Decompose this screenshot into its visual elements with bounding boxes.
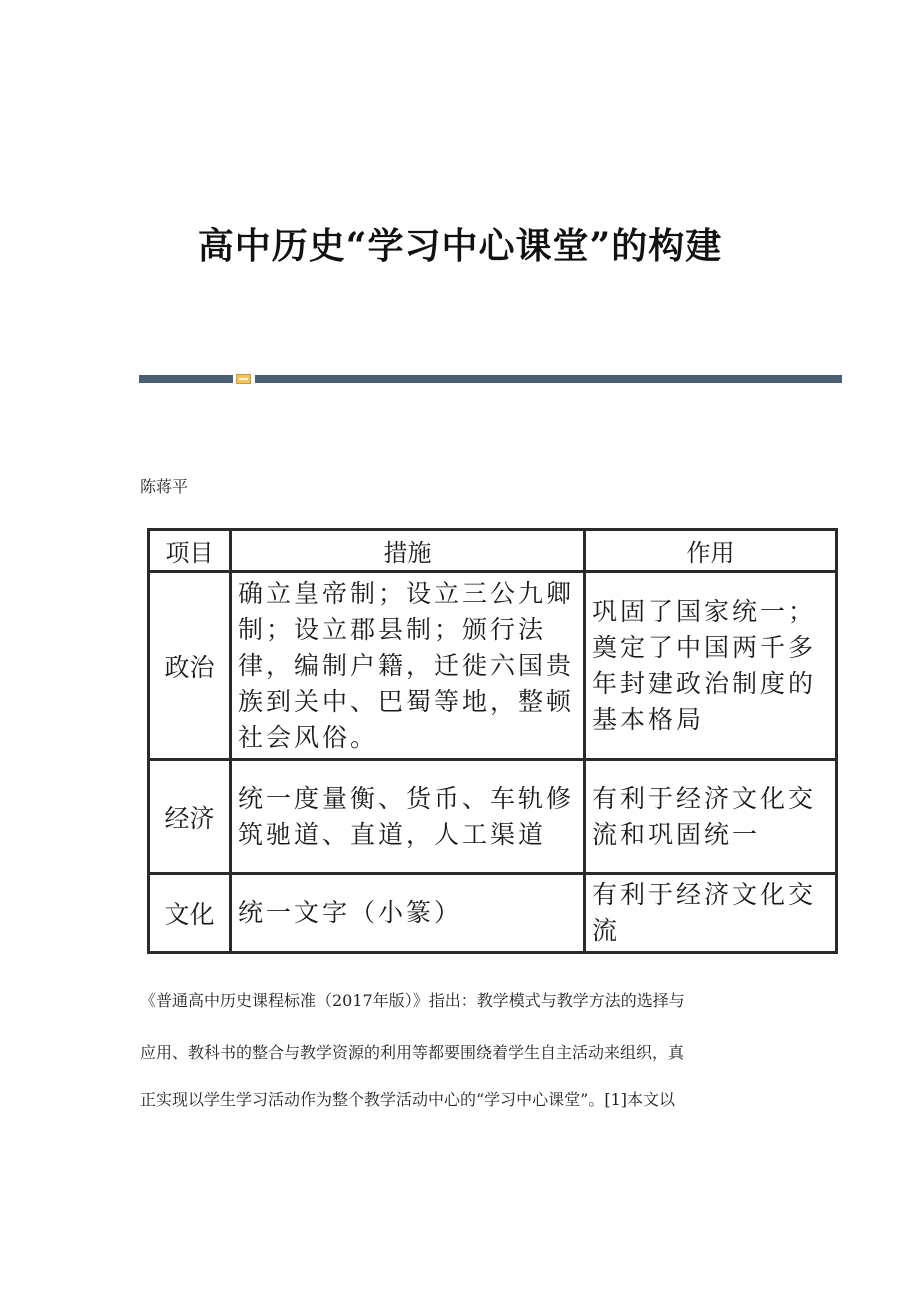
row-effect: 有利于经济文化交流和巩固统一 [585, 760, 837, 874]
row-measure: 统一度量衡、货币、车轨修筑驰道、直道，人工渠道 [231, 760, 585, 874]
measures-table [147, 528, 838, 954]
table-row [149, 760, 837, 874]
row-item: 经济 [149, 760, 231, 874]
author-name: 陈蒋平 [140, 477, 189, 496]
row-effect: 巩固了国家统一；奠定了中国两千多年封建政治制度的基本格局 [585, 572, 837, 760]
table-row [149, 572, 837, 760]
row-item: 文化 [149, 874, 231, 953]
body-paragraph-line: 正实现以学生学习活动作为整个教学活动中心的“学习中心课堂”。[1]本文以 [140, 1090, 676, 1109]
row-effect: 有利于经济文化交流 [585, 874, 837, 953]
row-item: 政治 [149, 572, 231, 760]
table-row [149, 874, 837, 953]
row-measure: 统一文字（小篆） [231, 874, 585, 953]
table-header-row [149, 530, 837, 572]
divider-bar-left [139, 375, 233, 383]
divider-emblem-icon [236, 374, 251, 384]
title-divider [139, 375, 842, 383]
body-paragraph-line: 应用、教科书的整合与教学资源的利用等都要围绕着学生自主活动来组织，真 [140, 1043, 685, 1062]
row-measure: 确立皇帝制；设立三公九卿制；设立郡县制；颁行法律，编制户籍，迁徙六国贵族到关中、巴蜀等地，整顿社会风俗。 [231, 572, 585, 760]
header-item: 项目 [149, 530, 231, 572]
document-title: 高中历史“学习中心课堂”的构建 [197, 225, 723, 267]
header-effect: 作用 [585, 530, 837, 572]
header-measure: 措施 [231, 530, 585, 572]
measures-table-figure [147, 528, 835, 950]
body-paragraph-line: 《普通高中历史课程标准（2017年版）》指出：教学模式与教学方法的选择与 [140, 991, 685, 1010]
divider-bar-right [255, 375, 842, 383]
